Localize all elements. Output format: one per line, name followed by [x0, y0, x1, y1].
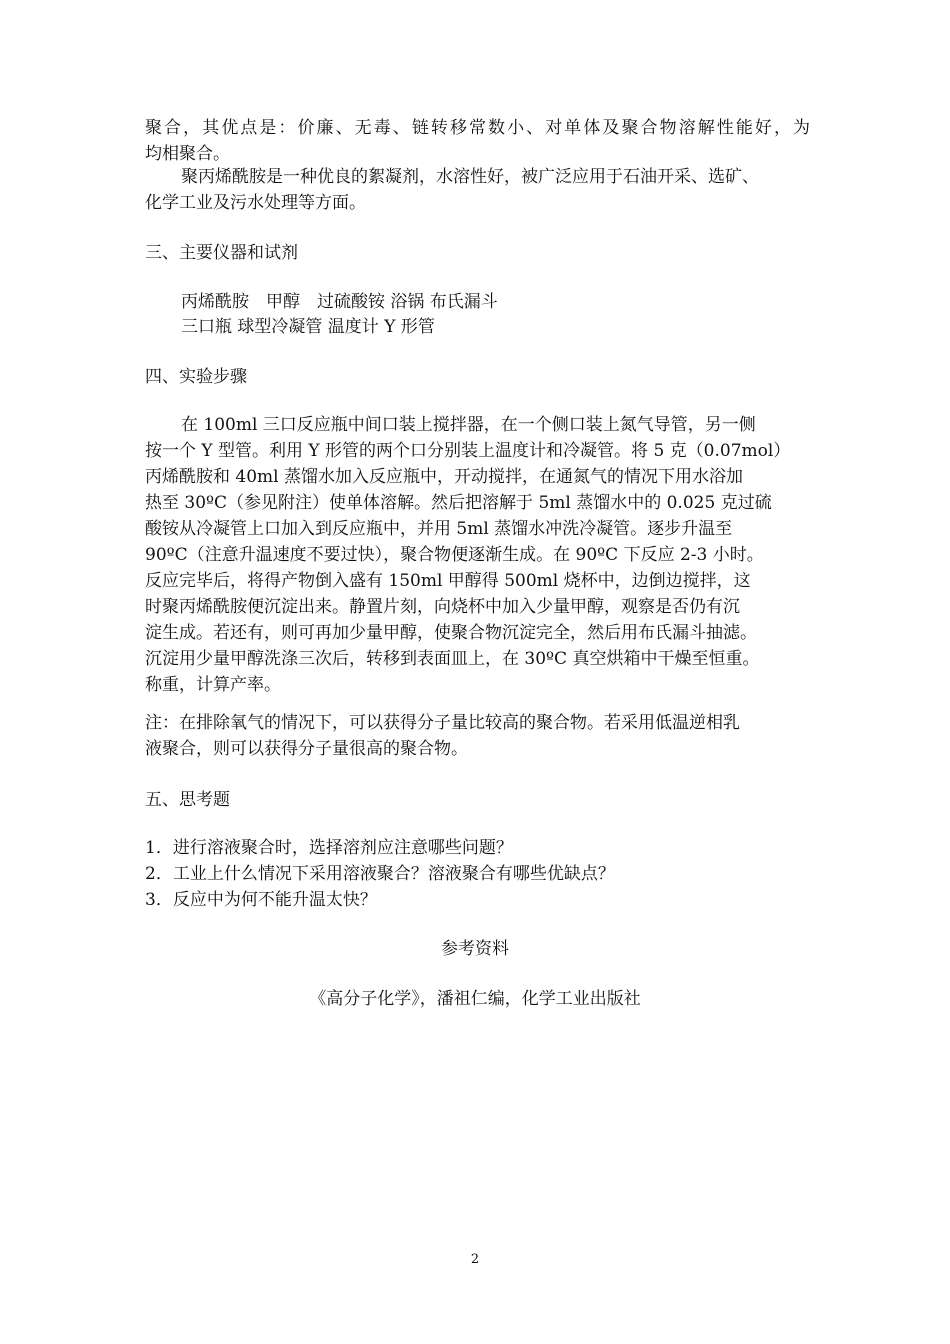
question-item: 1．进行溶液聚合时，选择溶剂应注意哪些问题？: [145, 838, 513, 858]
question-item: 3．反应中为何不能升温太快？: [145, 890, 377, 910]
text-line: 淀生成。若还有，则可再加少量甲醇，使聚合物沉淀完全，然后用布氏漏斗抽滤。: [145, 623, 757, 643]
text-line: 反应完毕后，将得产物倒入盛有 150ml 甲醇得 500ml 烧杯中，边倒边搅拌，这: [145, 571, 751, 591]
text-line: 丙烯酰胺和 40ml 蒸馏水加入反应瓶中，开动搅拌，在通氮气的情况下用水浴加: [145, 467, 743, 487]
section-5-heading: 五、思考题: [145, 790, 230, 810]
intro-paragraph-1: [145, 115, 810, 167]
question-list: [145, 835, 810, 913]
text-line: 90ºC（注意升温速度不要过快），聚合物便逐渐生成。在 90ºC 下反应 2-3 小时。: [145, 545, 764, 565]
text-line: 按一个 Y 型管。利用 Y 形管的两个口分别装上温度计和冷凝管。将 5 克（0.07mol）: [145, 441, 791, 461]
text-line: 聚合，其优点是：价廉、无毒、链转移常数小、对单体及聚合物溶解性能好，为: [145, 118, 810, 138]
text-line: 液聚合，则可以获得分子量很高的聚合物。: [145, 739, 468, 759]
question-item: 2．工业上什么情况下采用溶液聚合？溶液聚合有哪些优缺点？: [145, 864, 615, 884]
references-heading: 参考资料: [441, 939, 509, 959]
text-line: 化学工业及污水处理等方面。: [145, 193, 366, 213]
intro-paragraph-2: [145, 164, 810, 216]
text-line: 称重，计算产率。: [145, 675, 281, 695]
text-line: 酸铵从冷凝管上口加入到反应瓶中，并用 5ml 蒸馏水冲洗冷凝管。逐步升温至: [145, 519, 733, 539]
reference-item: 《高分子化学》，潘祖仁编，化学工业出版社: [309, 989, 641, 1009]
text-line: 时聚丙烯酰胺便沉淀出来。静置片刻，向烧杯中加入少量甲醇，观察是否仍有沉: [145, 597, 740, 617]
text-line: 聚丙烯酰胺是一种优良的絮凝剂，水溶性好，被广泛应用于石油开采、选矿、: [181, 167, 759, 187]
text-line: 热至 30ºC（参见附注）使单体溶解。然后把溶解于 5ml 蒸馏水中的 0.025 克过硫: [145, 493, 772, 513]
procedure-paragraph: [145, 412, 810, 698]
text-line: 沉淀用少量甲醇洗涤三次后，转移到表面皿上，在 30ºC 真空烘箱中干燥至恒重。: [145, 649, 760, 669]
text-line: 在 100ml 三口反应瓶中间口装上搅拌器，在一个侧口装上氮气导管，另一侧: [181, 415, 756, 435]
text-line: 均相聚合。: [145, 144, 230, 164]
page-number: 2: [470, 1252, 480, 1267]
text-line: 注：在排除氧气的情况下，可以获得分子量比较高的聚合物。若采用低温逆相乳: [145, 713, 740, 733]
section-4-heading: 四、实验步骤: [145, 367, 247, 387]
reagent-list-line-2: 三口瓶 球型冷凝管 温度计 Y 形管: [181, 317, 435, 337]
note-paragraph: [145, 710, 810, 762]
reagent-list-line-1: 丙烯酰胺 甲醇 过硫酸铵 浴锅 布氏漏斗: [181, 292, 498, 312]
section-3-heading: 三、主要仪器和试剂: [145, 243, 298, 263]
